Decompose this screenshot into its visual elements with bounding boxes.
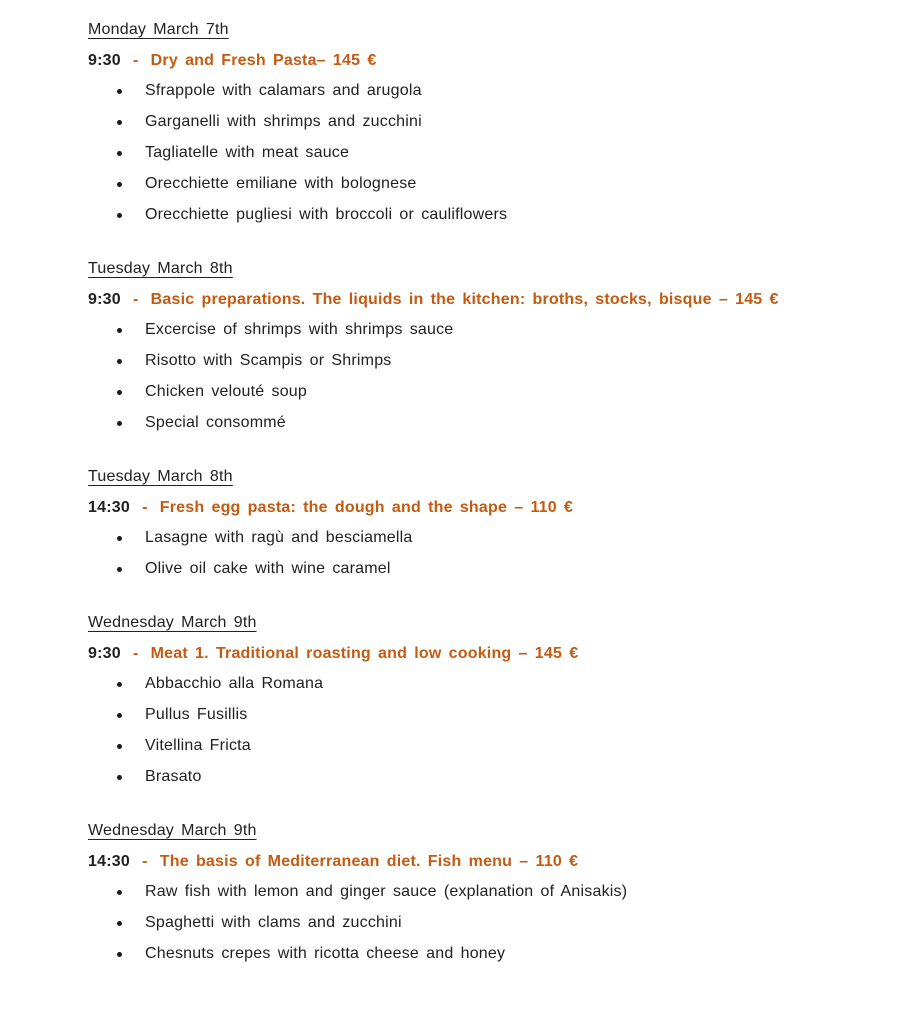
- course-date-row: [88, 613, 881, 633]
- course-title: Dry and Fresh Pasta– 145 €: [150, 52, 377, 69]
- dish-item: Lasagne with ragù and besciamella: [88, 528, 881, 548]
- course-title: The basis of Mediterranean diet. Fish menu – 110 €: [159, 853, 579, 870]
- course-section: [88, 20, 881, 225]
- course-time: 14:30: [88, 853, 138, 870]
- course-separator: -: [132, 291, 146, 308]
- course-title-line: [88, 498, 881, 518]
- course-date: Monday March 7th: [88, 21, 229, 38]
- dish-item: Garganelli with shrimps and zucchini: [88, 112, 881, 132]
- course-section: [88, 467, 881, 579]
- course-section: [88, 821, 881, 964]
- dish-item: Risotto with Scampis or Shrimps: [88, 351, 881, 371]
- course-time: 9:30: [88, 645, 128, 662]
- course-date-row: [88, 821, 881, 841]
- dish-item: Orecchiette emiliane with bolognese: [88, 174, 881, 194]
- dish-item: Raw fish with lemon and ginger sauce (explanation of Anisakis): [88, 882, 881, 902]
- course-section: [88, 259, 881, 433]
- dish-list: [88, 674, 881, 787]
- course-time: 9:30: [88, 52, 128, 69]
- dish-list: [88, 320, 881, 433]
- dish-item: Vitellina Fricta: [88, 736, 881, 756]
- dish-item: Olive oil cake with wine caramel: [88, 559, 881, 579]
- dish-item: Brasato: [88, 767, 881, 787]
- dish-item: Chicken velouté soup: [88, 382, 881, 402]
- dish-list: [88, 528, 881, 579]
- course-separator: -: [142, 499, 155, 516]
- course-separator: -: [132, 52, 146, 69]
- course-separator: -: [142, 853, 155, 870]
- course-separator: -: [132, 645, 146, 662]
- course-date: Tuesday March 8th: [88, 260, 233, 277]
- dish-item: Abbacchio alla Romana: [88, 674, 881, 694]
- course-title-line: [88, 852, 881, 872]
- course-title: Basic preparations. The liquids in the kitchen: broths, stocks, bisque – 145 €: [150, 291, 779, 308]
- dish-item: Excercise of shrimps with shrimps sauce: [88, 320, 881, 340]
- dish-list: [88, 81, 881, 225]
- course-time: 14:30: [88, 499, 138, 516]
- course-date: Wednesday March 9th: [88, 614, 257, 631]
- course-title-line: [88, 290, 881, 310]
- dish-item: Chesnuts crepes with ricotta cheese and honey: [88, 944, 881, 964]
- dish-item: Orecchiette pugliesi with broccoli or cauliflowers: [88, 205, 881, 225]
- course-date-row: [88, 20, 881, 40]
- course-time: 9:30: [88, 291, 128, 308]
- course-title-line: [88, 51, 881, 71]
- course-date: Wednesday March 9th: [88, 822, 257, 839]
- course-date-row: [88, 467, 881, 487]
- dish-item: Spaghetti with clams and zucchini: [88, 913, 881, 933]
- course-title: Meat 1. Traditional roasting and low cooking – 145 €: [150, 645, 579, 662]
- dish-item: Pullus Fusillis: [88, 705, 881, 725]
- dish-item: Special consommé: [88, 413, 881, 433]
- course-title-line: [88, 644, 881, 664]
- dish-item: Sfrappole with calamars and arugola: [88, 81, 881, 101]
- course-date-row: [88, 259, 881, 279]
- course-date: Tuesday March 8th: [88, 468, 233, 485]
- course-section: [88, 613, 881, 787]
- dish-item: Tagliatelle with meat sauce: [88, 143, 881, 163]
- course-title: Fresh egg pasta: the dough and the shape – 110 €: [159, 499, 574, 516]
- dish-list: [88, 882, 881, 964]
